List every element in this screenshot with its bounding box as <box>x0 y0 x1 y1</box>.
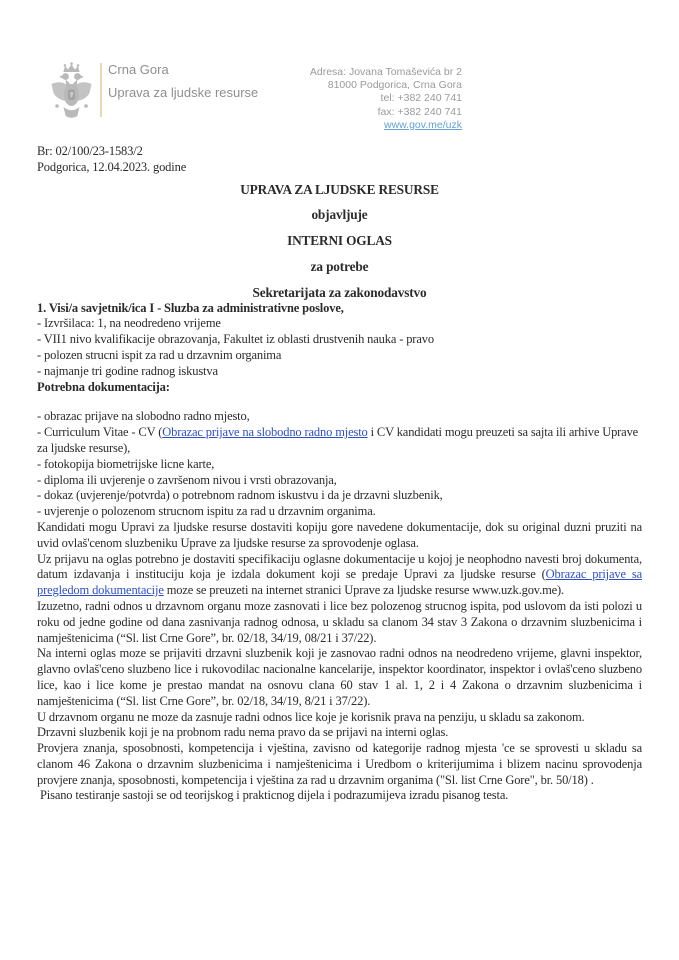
requirement-item: - Izvršilaca: 1, na neodredeno vrijeme <box>37 316 221 331</box>
document-item: - obrazac prijave na slobodno radno mjesto, <box>37 409 250 424</box>
paragraph-text: Uz prijavu na oglas potrebno je dostaviti specifikaciju oglasne dokumentacije u kojoj je neophodno navesti broj dokumenta, datum izdavanja i instituciju koja je izdala dokument koji se predaje Upravi za ljudske resurse ( <box>37 551 642 582</box>
document-item: - dokaz (uvjerenje/potvrda) o potrebnom radnom iskustvu i da je drzavni sluzbenik, <box>37 488 443 503</box>
paragraph-provjera: Provjera znanja, sposobnosti, kompetencija i vještina, zavisno od kategorije radnog mjesta 'ce se sprovesti u skladu sa clanom 46 Zakona o drzavnim sluzbenicima i namještenicima i Uredbom o kriterijumima i blizem nacinu sprovodenja provjere znanja, sposobnosti, kompetencija i vještina za rad u drzavnim organima ("Sl. list Crne Gore", br. 50/18) . <box>37 741 642 787</box>
paragraph-text: i CV kandidati mogu preuzeti sa sajta ili arhive Uprave za ljudske resurse), <box>37 425 639 455</box>
requirement-item: - VII1 nivo kvalifikacije obrazovanja, Fakultet iz oblasti drustvenih nauka - pravo <box>37 332 434 347</box>
address-line: 81000 Podgorica, Crna Gora <box>327 79 462 92</box>
title-secretariat: Sekretarijata za zakonodavstvo <box>252 284 427 300</box>
paragraph-u-drzavnom: U drzavnom organu ne moze da zasnuje radni odnos lice koje je korisnik prava na penziju, u skladu sa zakonom. <box>37 709 585 724</box>
place-date: Podgorica, 12.04.2023. godine <box>37 159 187 174</box>
title-for-needs: za potrebe <box>310 258 369 274</box>
requirement-item: - najmanje tri godine radnog iskustva <box>37 363 218 378</box>
reference-number: Br: 02/100/23-1583/2 <box>37 144 143 158</box>
title-publishes: objavljuje <box>311 207 368 223</box>
document-body <box>37 144 642 804</box>
org-country: Crna Gora <box>108 62 169 77</box>
position-heading: 1. Visi/a savjetnik/ica I - Sluzba za administrativne poslove, <box>37 300 344 315</box>
document-item: - fotokopija biometrijske licne karte, <box>37 456 215 471</box>
document-item-cv <box>37 425 642 457</box>
document-item: - uvjerenje o polozenom strucnom ispitu za rad u drzavnim organima. <box>37 504 376 519</box>
paragraph-izuzetno: Izuzetno, radni odnos u drzavnom organu moze zasnovati i lice bez polozenog strucnog ispita, pod uslovom da isti polozi u roku od jedne godine od dana zasnivanja radnog odnosa, u skladu sa clanom 34 stav 3 Zakona o drzavnim sluzbenicima i namještenicima (“Sl. list Crne Gore”, br. 02/18, 34/19, 08/21 i 37/22). <box>37 598 642 645</box>
address-block <box>220 66 462 132</box>
letterhead <box>0 58 679 142</box>
montenegro-coat-of-arms-icon <box>48 60 95 127</box>
title-org: UPRAVA ZA LJUDSKE RESURSE <box>240 181 439 197</box>
address-line: Adresa: Jovana Tomaševića br 2 <box>309 66 462 78</box>
paragraph-kandidati: Kandidati mogu Upravi za ljudske resurse dostaviti kopiju gore navedene dokumentacije, dok su original duzni pruziti na uvid ovlaš'cenom sluzbeniku Uprave za ljudske resurse za sprovodenje oglasa. <box>37 519 642 550</box>
document-link[interactable]: Obrazac prijave sa pregledom dokumentacije <box>37 567 642 598</box>
address-line: fax: +382 240 741 <box>377 105 462 118</box>
paragraph-uz-prijavu <box>37 552 642 599</box>
paragraph-text: - Curriculum Vitae - CV ( <box>37 425 163 440</box>
paragraph-na-interni: Na interni oglas moze se prijaviti drzavni sluzbenik koji je zasnovao radni odnos na neodredeno vrijeme, glavni inspektor, glavno ovlaš'ceno sluzbeno lice i rukovodilac nacionalne kancelarije, inspektor koordinator, inspektor i ovlaš'ceno sluzbeno lice, kao i lice kome je prestao mandat na osnovu clana 60 stav 1 al. 1, 2 i 4 Zakona o drzavnim sluzbenicima i namještenicima (“Sl. list Crne Gore”, br. 02/18, 34/19, 8/21 i 37/22). <box>37 646 642 708</box>
document-item: - diploma ili uvjerenje o završenom nivou i vrsti obrazovanja, <box>37 472 337 487</box>
paragraph-drzavni-probni: Drzavni sluzbenik koji je na probnom radu nema pravo da se prijavi na interni oglas. <box>37 725 449 740</box>
document-link[interactable]: Obrazac prijave na slobodno radno mjesto <box>162 425 368 440</box>
title-notice-type: INTERNI OGLAS <box>287 233 392 249</box>
letterhead-divider <box>100 63 102 117</box>
address-line: tel: +382 240 741 <box>380 92 462 105</box>
org-department: Uprava za ljudske resurse <box>108 85 259 100</box>
paragraph-text: moze se preuzeti na internet stranici Uprave za ljudske resurse www.uzk.gov.me). <box>163 583 565 598</box>
documents-heading: Potrebna dokumentacija: <box>37 379 170 394</box>
requirement-item: - polozen strucni ispit za rad u drzavnim organima <box>37 347 282 362</box>
paragraph-pisano: Pisano testiranje sastoji se od teorijskog i prakticnog dijela i podrazumijeva izradu pisanog testa. <box>37 788 509 803</box>
website-link[interactable]: www.gov.me/uzk <box>384 118 462 131</box>
